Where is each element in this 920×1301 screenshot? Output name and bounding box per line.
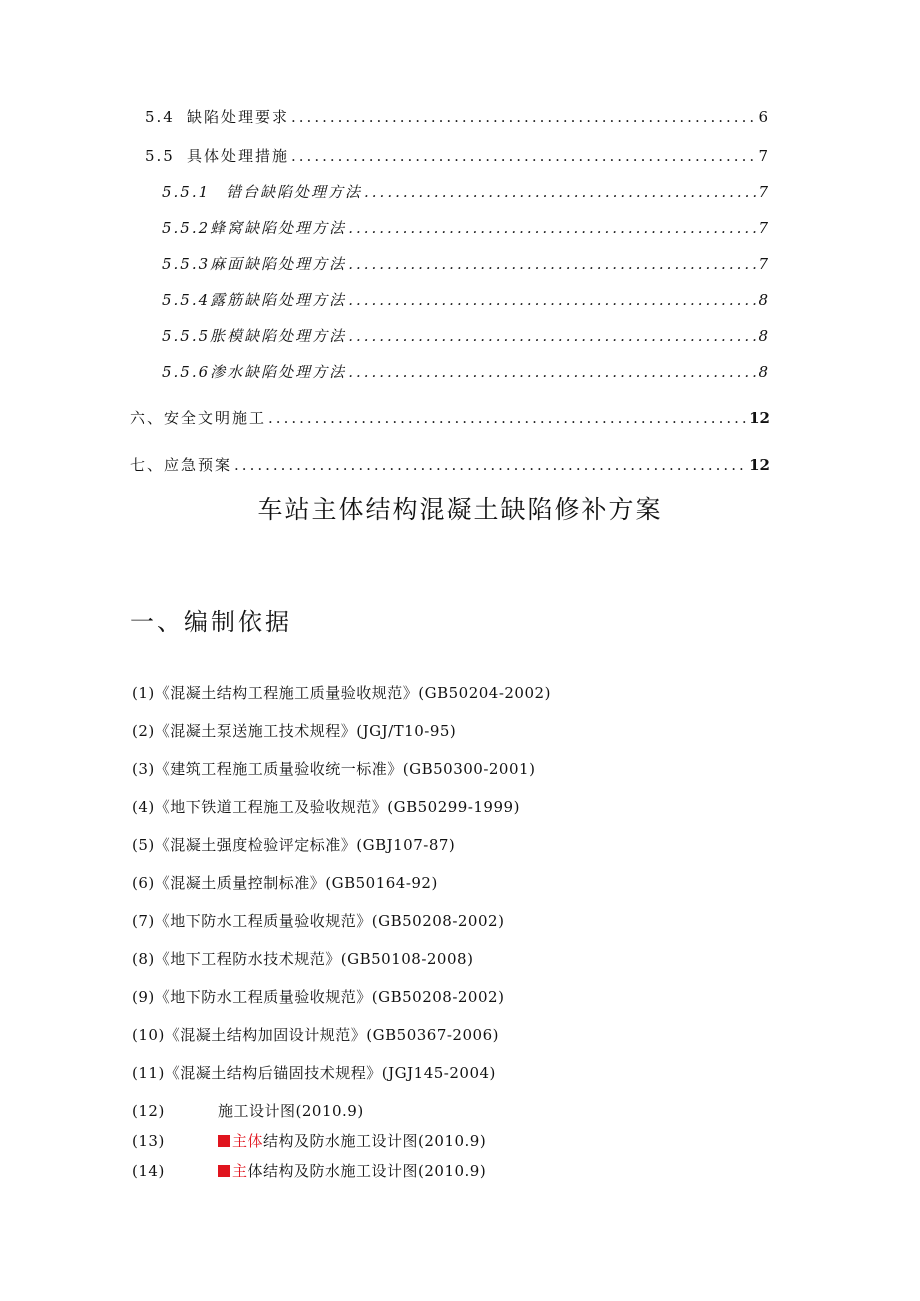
toc-entry[interactable] bbox=[145, 106, 770, 127]
toc-text: 渗水缺陷处理方法 bbox=[210, 363, 347, 381]
toc-number: 5.5.1 bbox=[162, 183, 211, 201]
toc-page: 7 bbox=[758, 147, 770, 165]
toc-leader bbox=[291, 108, 756, 126]
reference-number: (13) bbox=[132, 1132, 165, 1150]
toc-text: 具体处理措施 bbox=[187, 147, 290, 165]
reference-number: (14) bbox=[132, 1162, 165, 1180]
toc-entry[interactable] bbox=[162, 217, 770, 238]
toc-leader bbox=[348, 219, 756, 237]
reference-number: (12) bbox=[132, 1102, 165, 1120]
toc-text: 缺陷处理要求 bbox=[187, 108, 290, 126]
toc-entry[interactable] bbox=[162, 361, 770, 382]
toc-entry[interactable] bbox=[162, 181, 770, 202]
toc-leader bbox=[234, 456, 747, 474]
reference-item: (5)《混凝土强度检验评定标准》(GBJ107-87) bbox=[132, 836, 456, 854]
toc-page: 7 bbox=[758, 219, 770, 237]
reference-text: 结构及防水施工设计图(2010.9) bbox=[263, 1132, 487, 1150]
toc-text: 麻面缺陷处理方法 bbox=[210, 255, 347, 273]
toc-entry[interactable] bbox=[130, 454, 770, 475]
toc-page: 6 bbox=[758, 108, 770, 126]
toc-entry[interactable] bbox=[162, 253, 770, 274]
reference-item: (7)《地下防水工程质量验收规范》(GB50208-2002) bbox=[132, 912, 505, 930]
toc-leader bbox=[268, 409, 747, 427]
toc-number: 5.5.6 bbox=[162, 363, 211, 381]
toc-text: 蜂窝缺陷处理方法 bbox=[210, 219, 347, 237]
toc-text: 安全文明施工 bbox=[164, 409, 267, 427]
red-square-marker bbox=[218, 1135, 230, 1147]
toc-text: 应急预案 bbox=[164, 456, 233, 474]
reference-item: (3)《建筑工程施工质量验收统一标准》(GB50300-2001) bbox=[132, 760, 536, 778]
toc-leader bbox=[364, 183, 756, 201]
toc-entry[interactable] bbox=[145, 145, 770, 166]
toc-text: 露筋缺陷处理方法 bbox=[210, 291, 347, 309]
reference-item: (11)《混凝土结构后锚固技术规程》(JGJ145-2004) bbox=[132, 1064, 496, 1082]
toc-number: 5.5.2 bbox=[162, 219, 211, 237]
toc-text: 错台缺陷处理方法 bbox=[226, 183, 363, 201]
reference-item: (2)《混凝土泵送施工技术规程》(JGJ/T10-95) bbox=[132, 722, 457, 740]
reference-item bbox=[132, 1160, 486, 1181]
document-title: 车站主体结构混凝土缺陷修补方案 bbox=[257, 495, 663, 524]
reference-item bbox=[132, 1100, 364, 1121]
section-heading: 一、编制依据 bbox=[130, 608, 292, 636]
reference-highlight: 主 bbox=[232, 1162, 248, 1180]
toc-leader bbox=[348, 363, 756, 381]
reference-highlight: 主体 bbox=[232, 1132, 264, 1150]
toc-number: 5.5 bbox=[145, 147, 175, 165]
toc-entry[interactable] bbox=[162, 289, 770, 310]
toc-page: 8 bbox=[758, 291, 770, 309]
reference-item: (1)《混凝土结构工程施工质量验收规范》(GB50204-2002) bbox=[132, 684, 551, 702]
toc-text: 胀模缺陷处理方法 bbox=[210, 327, 347, 345]
toc-leader bbox=[348, 327, 756, 345]
toc-number: 六、 bbox=[130, 409, 165, 427]
toc-page: 7 bbox=[758, 183, 770, 201]
reference-item: (6)《混凝土质量控制标准》(GB50164-92) bbox=[132, 874, 438, 892]
toc-number: 5.5.3 bbox=[162, 255, 211, 273]
toc-page: 12 bbox=[749, 409, 770, 427]
toc-number: 5.5.4 bbox=[162, 291, 211, 309]
toc-number: 七、 bbox=[130, 456, 165, 474]
toc-entry[interactable] bbox=[130, 407, 770, 428]
reference-item: (4)《地下铁道工程施工及验收规范》(GB50299-1999) bbox=[132, 798, 520, 816]
reference-text: 施工设计图(2010.9) bbox=[218, 1102, 364, 1120]
toc-number: 5.4 bbox=[145, 108, 175, 126]
reference-item bbox=[132, 1130, 486, 1151]
toc-number: 5.5.5 bbox=[162, 327, 211, 345]
reference-item: (10)《混凝土结构加固设计规范》(GB50367-2006) bbox=[132, 1026, 499, 1044]
toc-page: 12 bbox=[749, 456, 770, 474]
toc-leader bbox=[348, 255, 756, 273]
reference-item: (9)《地下防水工程质量验收规范》(GB50208-2002) bbox=[132, 988, 505, 1006]
reference-text: 体结构及防水施工设计图(2010.9) bbox=[247, 1162, 487, 1180]
toc-page: 8 bbox=[758, 327, 770, 345]
reference-item: (8)《地下工程防水技术规范》(GB50108-2008) bbox=[132, 950, 474, 968]
toc-leader bbox=[291, 147, 756, 165]
toc-leader bbox=[348, 291, 756, 309]
red-square-marker bbox=[218, 1165, 230, 1177]
toc-page: 7 bbox=[758, 255, 770, 273]
toc-page: 8 bbox=[758, 363, 770, 381]
toc-entry[interactable] bbox=[162, 325, 770, 346]
